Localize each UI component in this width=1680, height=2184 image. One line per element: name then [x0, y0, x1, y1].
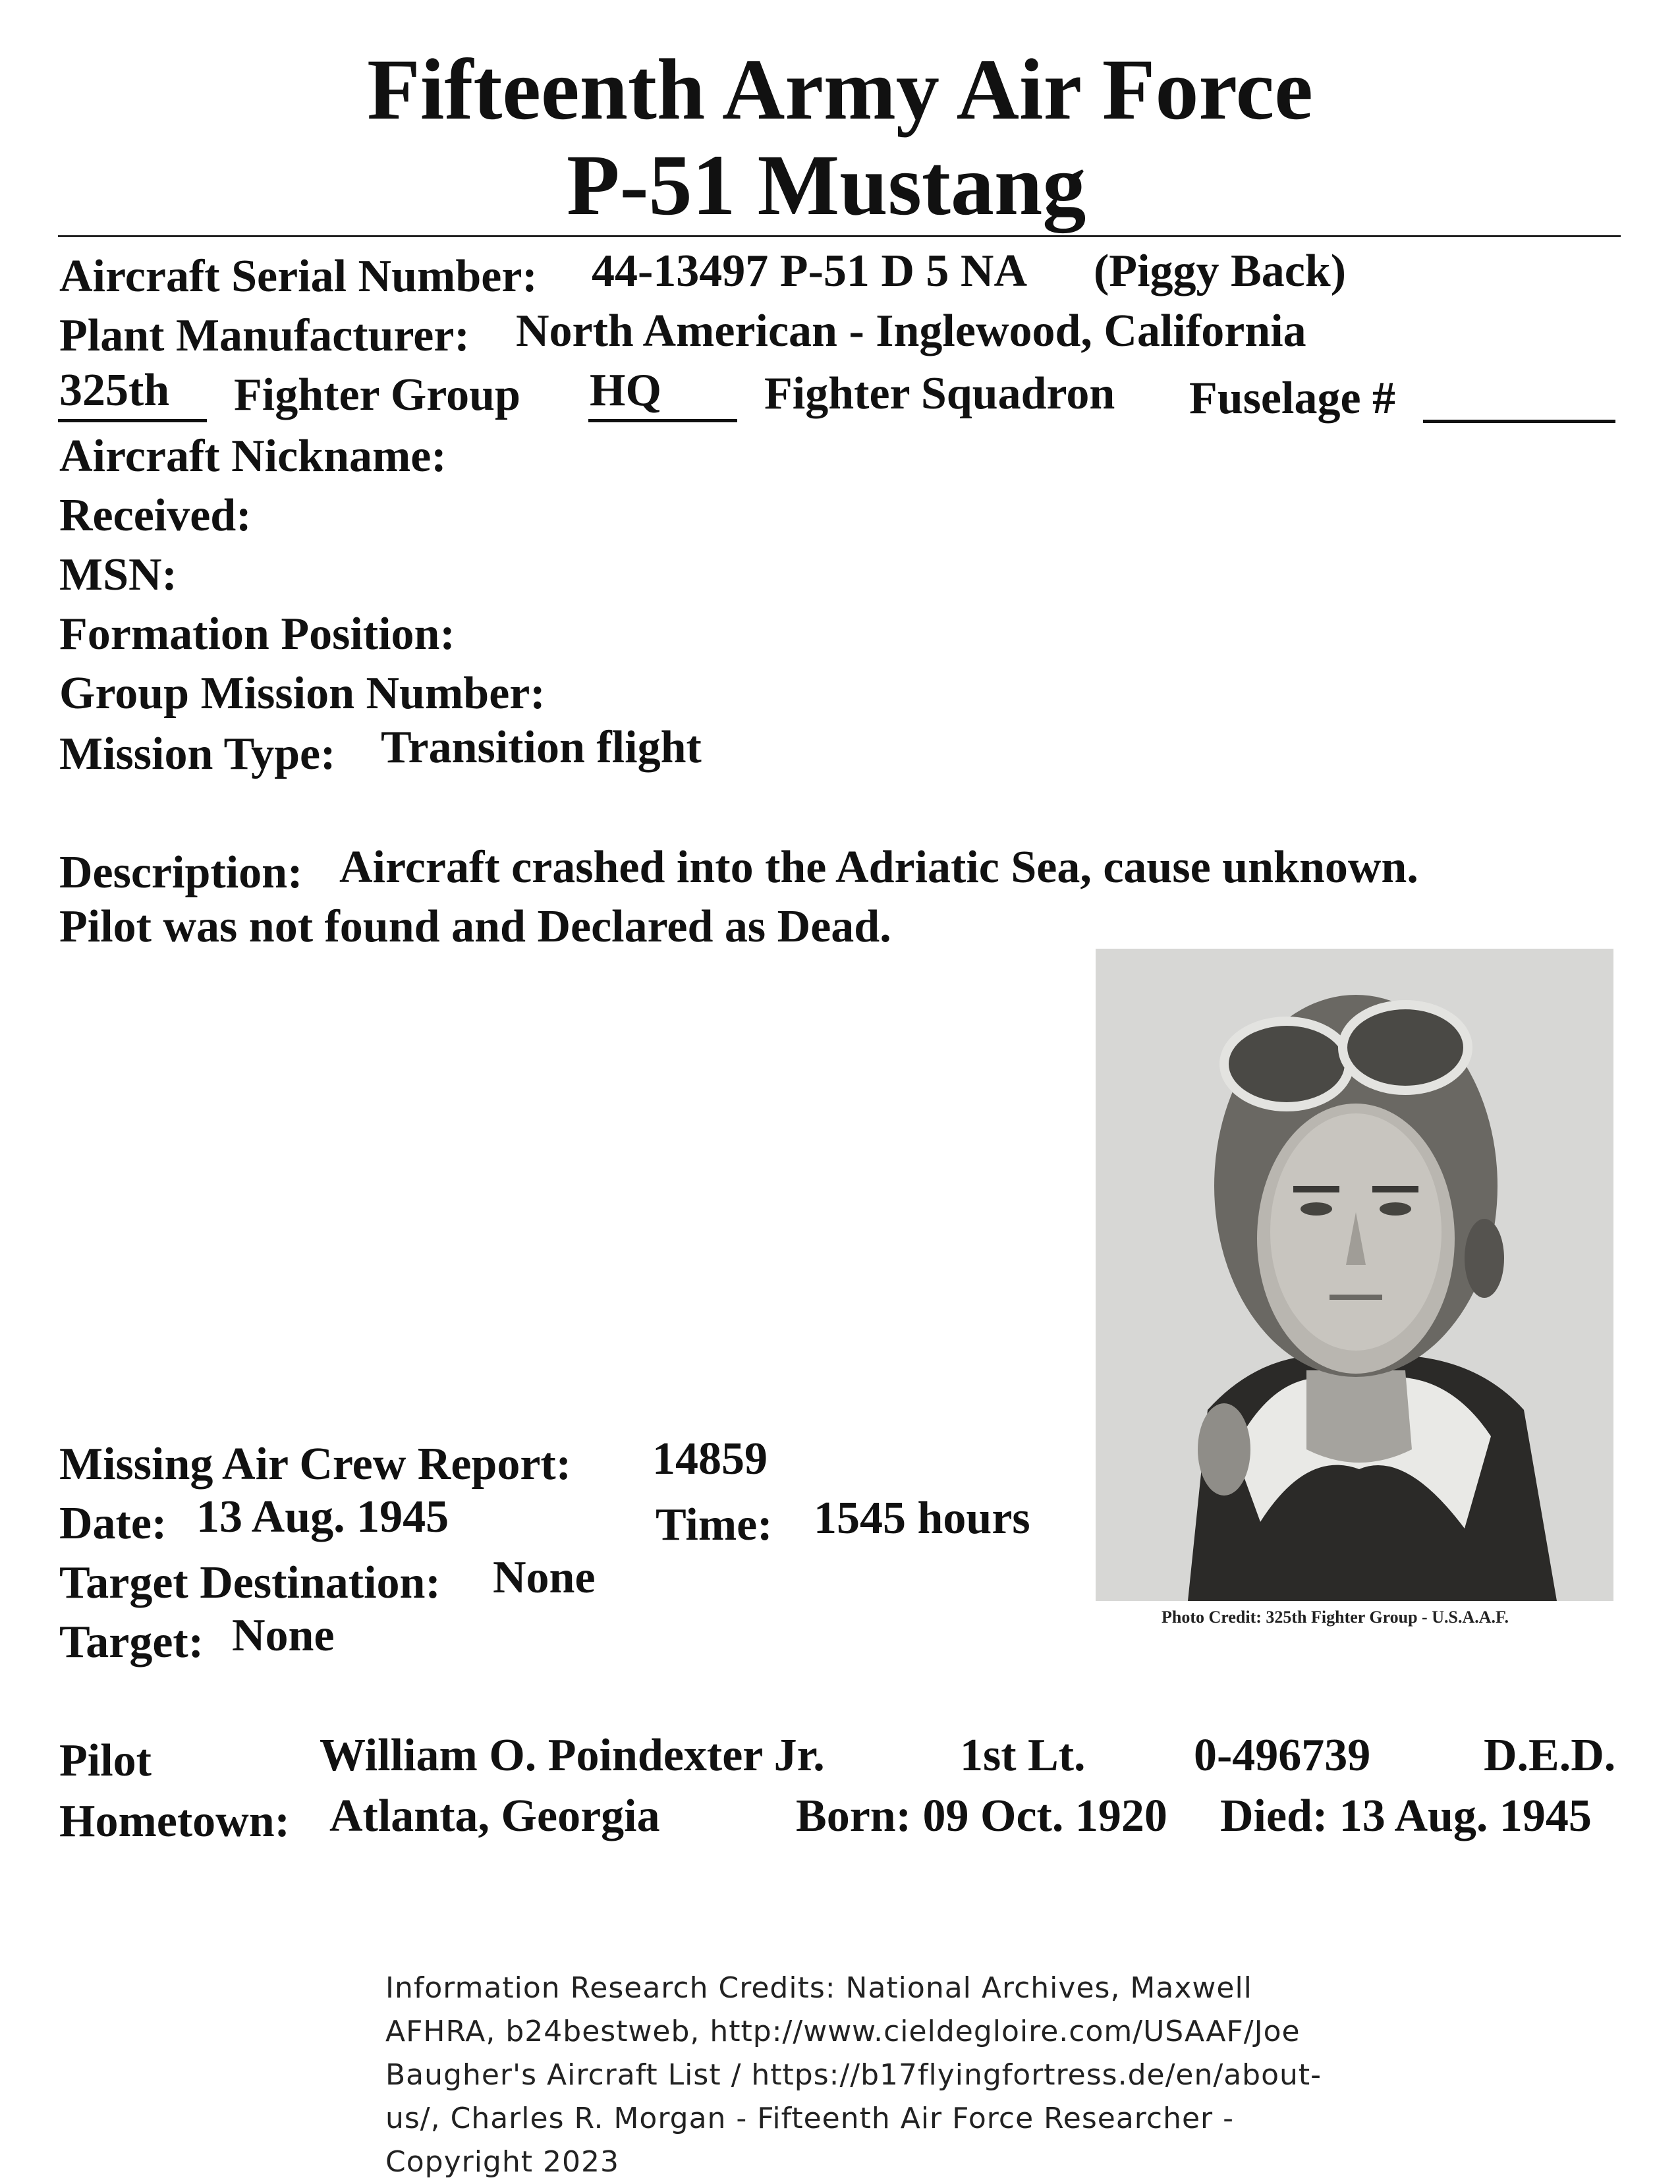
photo-caption: Photo Credit: 325th Fighter Group - U.S.A.A.F.: [1162, 1608, 1509, 1627]
group-mission-label: Group Mission Number:: [59, 668, 546, 719]
plant-label: Plant Manufacturer:: [59, 310, 470, 361]
squadron-label: Fighter Squadron: [764, 368, 1115, 419]
nickname-label: Aircraft Nickname:: [59, 431, 447, 482]
msn-label: MSN:: [59, 549, 177, 600]
fuselage-label: Fuselage #: [1189, 373, 1396, 424]
target-value: None: [232, 1610, 335, 1661]
target-destination-value: None: [493, 1552, 596, 1603]
page-title: Fifteenth Army Air Force: [367, 41, 1313, 138]
serial-label: Aircraft Serial Number:: [59, 251, 538, 302]
group-label: Fighter Group: [234, 370, 520, 420]
macr-label: Missing Air Crew Report:: [59, 1439, 572, 1490]
macr-value: 14859: [652, 1434, 768, 1484]
hometown-value: Atlanta, Georgia: [329, 1791, 660, 1841]
pilot-photo: [1096, 949, 1613, 1601]
pilot-label: Pilot: [59, 1735, 152, 1786]
pilot-died: Died: 13 Aug. 1945: [1220, 1791, 1592, 1841]
hometown-label: Hometown:: [59, 1796, 290, 1847]
received-label: Received:: [59, 490, 252, 541]
serial-nickname-extra: (Piggy Back): [1094, 246, 1347, 296]
mission-type-value: Transition flight: [381, 722, 702, 773]
pilot-born: Born: 09 Oct. 1920: [796, 1791, 1167, 1841]
formation-label: Formation Position:: [59, 609, 455, 659]
target-label: Target:: [59, 1617, 204, 1667]
mission-type-label: Mission Type:: [59, 729, 336, 779]
serial-value: 44-13497 P-51 D 5 NA: [592, 246, 1028, 296]
pilot-serial: 0-496739: [1194, 1730, 1371, 1781]
group-value: 325th: [59, 365, 170, 416]
squadron-value: HQ: [590, 365, 661, 416]
date-label: Date:: [59, 1498, 167, 1549]
date-value: 13 Aug. 1945: [196, 1492, 449, 1542]
header-divider: [58, 235, 1621, 237]
page-subtitle: P-51 Mustang: [567, 136, 1086, 233]
time-label: Time:: [656, 1499, 773, 1550]
plant-value: North American - Inglewood, California: [516, 306, 1306, 356]
description-line-1: Aircraft crashed into the Adriatic Sea, cause unknown.: [339, 842, 1418, 893]
pilot-rank: 1st Lt.: [960, 1730, 1086, 1781]
fuselage-blank: [1423, 372, 1615, 423]
pilot-portrait-graphic: [1096, 949, 1613, 1601]
description-line-2: Pilot was not found and Declared as Dead.: [59, 901, 891, 952]
research-credits: Information Research Credits: National Archives, Maxwell AFHRA, b24bestweb, http://www.cieldegloire.com/USAAF/Joe Baugher's Aircraft List / https://b17flyingfortress.de/en/about-us/, Charles R. Morgan - Fifteenth Air Force Researcher - Copyright 2023: [385, 1971, 1322, 2179]
target-destination-label: Target Destination:: [59, 1557, 441, 1608]
time-value: 1545 hours: [814, 1493, 1030, 1544]
pilot-name: William O. Poindexter Jr.: [320, 1730, 825, 1781]
pilot-status: D.E.D.: [1484, 1730, 1616, 1781]
description-label: Description:: [59, 847, 303, 898]
